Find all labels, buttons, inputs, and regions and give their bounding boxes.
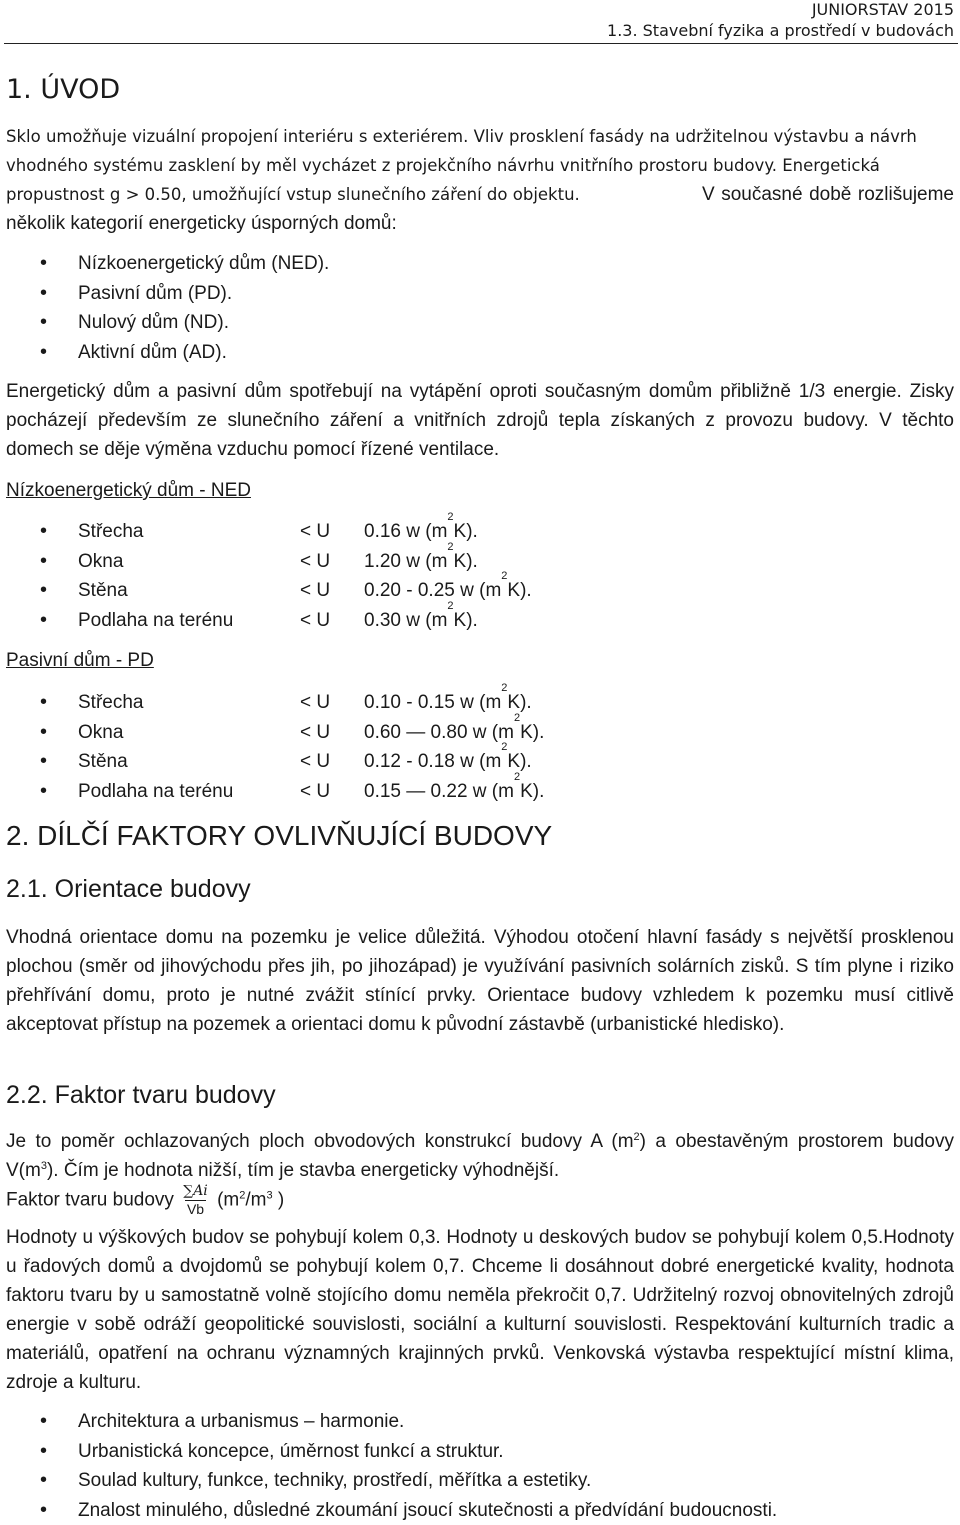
formula-denominator: Vb: [186, 1201, 205, 1217]
ned-row: [6, 599, 954, 636]
pd-row: [6, 711, 954, 748]
formula-unit-b: /m: [245, 1189, 267, 1211]
list-item: • Architektura a urbanismus – harmonie.: [6, 1407, 954, 1437]
ned-part: • Podlaha na terénu: [78, 609, 234, 631]
intro-b-wrap: [6, 180, 954, 238]
pd-unit: K).: [520, 721, 545, 743]
ned-row: [6, 511, 954, 547]
ned-unit: K).: [453, 521, 478, 542]
category-item: • Nízkoenergetický dům (NED).: [6, 249, 954, 279]
category-item: • Aktivní dům (AD).: [6, 338, 954, 368]
subsection-2-1-heading: 2.1. Orientace budovy: [6, 875, 251, 903]
pd-list-wrap: [6, 682, 954, 806]
superscript: 2: [513, 711, 521, 724]
pd-row: [6, 682, 954, 718]
pd-value: 0.12 - 0.18 w (m: [364, 751, 502, 772]
header-rule: [4, 43, 958, 44]
pd-part: • Okna: [78, 721, 124, 743]
section-1-heading: 1. ÚVOD: [6, 74, 121, 105]
ned-unit: K).: [507, 580, 532, 601]
principles-list-wrap: [6, 1407, 954, 1525]
ned-list-wrap: [6, 511, 954, 635]
ned-value: 0.30 w (m: [364, 609, 448, 631]
shape-factor-paragraph: [6, 1127, 954, 1185]
superscript: 2: [447, 540, 454, 553]
ned-unit: K).: [453, 609, 478, 631]
formula-fraction: [183, 1183, 208, 1218]
categories-list-wrap: [6, 249, 954, 367]
superscript: 3: [40, 1160, 47, 1172]
subsection-2-1-heading-wrap: [6, 872, 954, 906]
energy-paragraph: Energetický dům a pasivní dům spotřebují na vytápění oproti současným domům přibližně 1/3 energie. Zisky pocházejí především ze slunečního záření a vnitřních zdrojů tepla získaných z provozu budovy. V těchto domech se děje výměna vzduchu pomocí řízené ventilace.: [6, 381, 954, 460]
list-item: • Znalost minulého, důsledné zkoumání jsoucí skutečnosti a předvídání budoucnosti.: [6, 1496, 954, 1525]
pd-row: [6, 770, 954, 807]
pd-part: • Stěna: [78, 751, 128, 772]
pd-op: < U: [300, 692, 331, 713]
section-1-heading-wrap: [6, 72, 954, 108]
ned-value: 0.20 - 0.25 w (m: [364, 580, 502, 601]
superscript: 2: [501, 570, 508, 582]
header-subtitle: 1.3. Stavební fyzika a prostředí v budovách: [607, 21, 954, 40]
section-2-heading: 2. DÍLČÍ FAKTORY OVLIVŇUJÍCÍ BUDOVY: [6, 820, 553, 851]
pd-row: [6, 741, 954, 777]
categories-list: [6, 249, 954, 367]
superscript: 2: [447, 599, 454, 612]
ned-part: • Okna: [78, 550, 124, 572]
ned-op: < U: [300, 580, 331, 601]
pd-op: < U: [300, 751, 331, 772]
subsection-2-2-heading: 2.2. Faktor tvaru budovy: [6, 1081, 276, 1109]
orientation-paragraph: Vhodná orientace domu na pozemku je velice důležitá. Výhodou otočení hlavní fasády s největší prosklenou plochou (směr od jihovýchodu přes jih, po jihozápad) je využívání pasivních solárních zisků. S tím plyne i riziko přehřívání domu, proto je nutné zvážit stínící prvky. Orientace budovy vzhledem k pozemku musí citlivě akceptovat přístup na pozemek a orientaci domu k původní zástavbě (urbanistické hledisko).: [6, 927, 954, 1035]
ned-row: [6, 570, 954, 606]
section-2-heading-wrap: [6, 818, 954, 854]
ned-part: • Stěna: [78, 580, 128, 601]
ned-value: 0.16 w (m: [364, 521, 448, 542]
principles-list: [6, 1407, 954, 1525]
ned-value: 1.20 w (m: [364, 550, 448, 572]
ned-heading: Nízkoenergetický dům - NED: [6, 480, 251, 501]
superscript: 3: [266, 1189, 273, 1202]
ned-op: < U: [300, 521, 331, 542]
ned-op: < U: [300, 609, 331, 631]
superscript: 2: [633, 1131, 640, 1143]
ned-row: [6, 540, 954, 577]
category-item: • Pasivní dům (PD).: [6, 279, 954, 309]
formula-line: [6, 1183, 954, 1218]
ned-list: [6, 511, 954, 635]
header-title: JUNIORSTAV 2015: [811, 0, 954, 19]
list-item: • Urbanistická koncepce, úměrnost funkcí a struktur.: [6, 1437, 954, 1467]
category-item: • Nulový dům (ND).: [6, 308, 954, 338]
pd-value: 0.60 — 0.80 w (m: [364, 721, 514, 743]
shape-text-b: ) a obestavěným prostorem budovy V(m: [6, 1131, 955, 1181]
pd-list: [6, 682, 954, 806]
ned-op: < U: [300, 550, 331, 572]
pd-value: 0.15 — 0.22 w (m: [364, 780, 514, 802]
pd-op: < U: [300, 780, 331, 802]
intro-text-b: V současné době rozlišujeme několik kategorií energeticky úsporných domů:: [6, 184, 955, 234]
pd-value: 0.10 - 0.15 w (m: [364, 692, 502, 713]
superscript: 2: [447, 511, 454, 523]
shape-text-a: Je to poměr ochlazovaných ploch obvodových konstrukcí budovy A (m: [6, 1131, 634, 1152]
pd-part: • Podlaha na terénu: [78, 780, 234, 802]
subsection-2-2-heading-wrap: [6, 1078, 954, 1112]
intro-text-a: Sklo umožňuje vizuální propojení interiéru s exteriérem. Vliv prosklení fasády na udržitelnou výstavbu a návrh vhodného systému zasklení by měl vycházet z projekčního návrhu vnitřního prostoru budovy. Energetická propustnost g > 0.50, umožňující vstup slunečního záření do objektu.: [6, 127, 917, 204]
ned-unit: K).: [453, 550, 478, 572]
formula-numerator: ∑Ai: [183, 1183, 208, 1199]
superscript: 2: [501, 741, 508, 753]
formula-label: Faktor tvaru budovy: [6, 1189, 174, 1211]
pd-unit: K).: [507, 751, 532, 772]
list-item: • Soulad kultury, funkce, techniky, prostředí, měřítka a estetiky.: [6, 1466, 954, 1496]
ned-part: • Střecha: [78, 521, 144, 542]
superscript: 2: [513, 770, 521, 783]
shape-values-paragraph: Hodnoty u výškových budov se pohybují kolem 0,3. Hodnoty u deskových budov se pohybují kolem 0,5.Hodnoty u řadových domů a dvojdomů se pohybují kolem 0,7. Chceme li dosáhnout dobré energetické kvality, hodnota faktoru tvaru by u samostatně volně stojícího domu neměla překročit 0,7. Udržitelný rozvoj obnovitelných zdrojů energie v sobě odráží geopolitické souvislosti, sociální a kulturní souvislosti. Respektování kulturních tradic a materiálů, opatření na ochranu významných krajinných prvků. Venkovská výstavba respektující místní klima, zdroje a kulturu.: [6, 1227, 954, 1393]
page-header: [607, 0, 954, 42]
shape-text-c: ). Čím je hodnota nižší, tím je stavba energeticky výhodnější.: [46, 1160, 560, 1181]
pd-unit: K).: [520, 780, 545, 802]
pd-unit: K).: [507, 692, 532, 713]
pd-op: < U: [300, 721, 331, 743]
formula-unit-a: (m: [217, 1189, 240, 1211]
formula-unit-c: ): [272, 1189, 285, 1211]
pd-part: • Střecha: [78, 692, 144, 713]
pd-heading: Pasivní dům - PD: [6, 650, 154, 671]
pd-heading-wrap: [6, 646, 954, 675]
superscript: 2: [501, 682, 508, 694]
superscript: 2: [239, 1189, 246, 1202]
ned-heading-wrap: [6, 476, 954, 505]
